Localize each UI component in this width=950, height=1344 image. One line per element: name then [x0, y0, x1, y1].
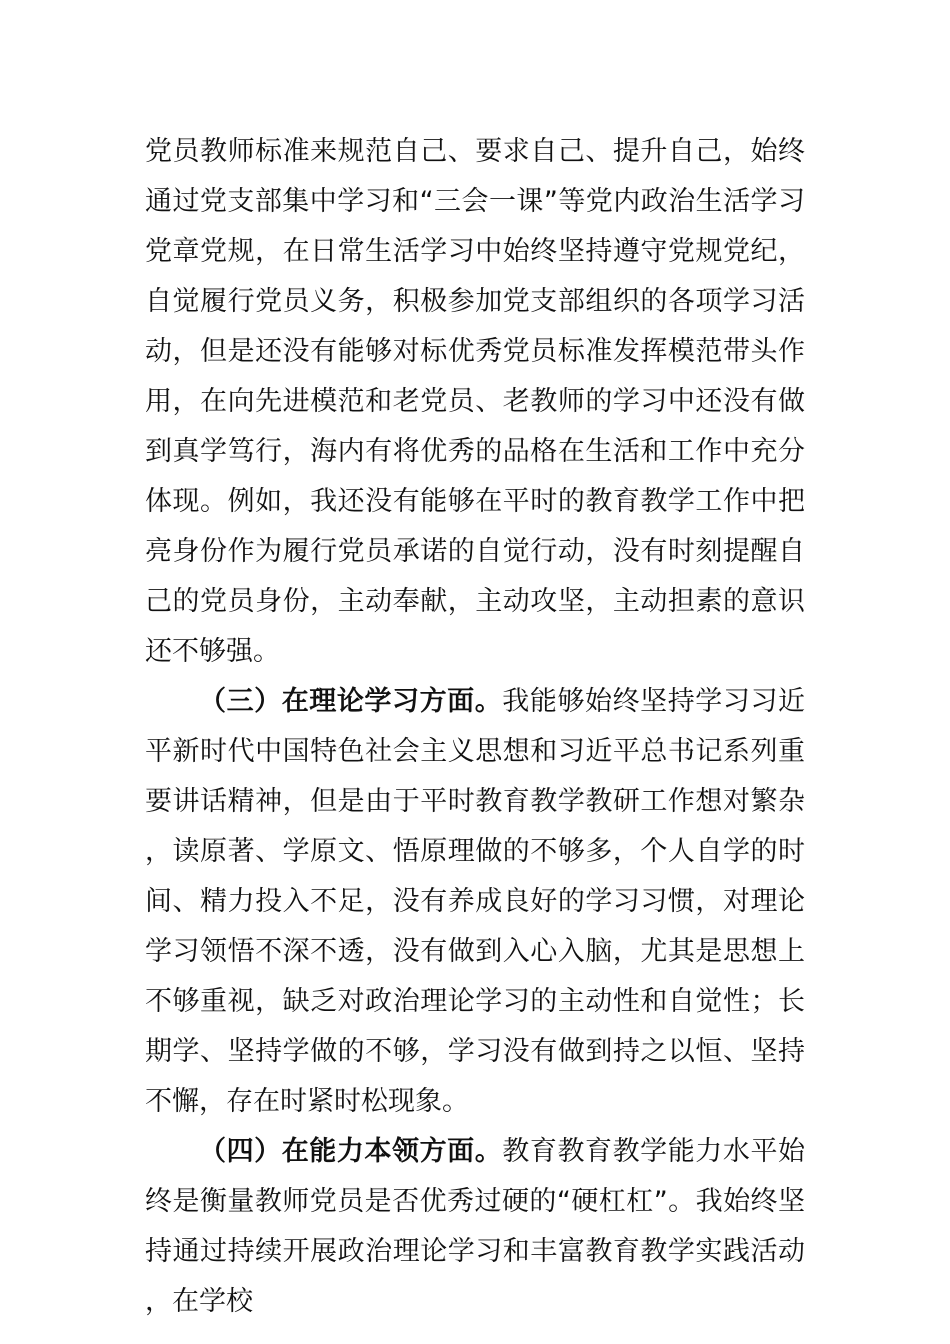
- document-body: [145, 127, 805, 1327]
- paragraph-theory-study: [145, 677, 805, 1127]
- paragraph-ability: [145, 1127, 805, 1327]
- paragraph-text: 党员教师标准来规范自己、要求自己、提升自己，始终通过党支部集中学习和“三会一课”等党内政治生活学习党章党规，在日常生活学习中始终坚持遵守党规党纪，自觉履行党员义务，积极参加党支部组织的各项学习活动，但是还没有能够对标优秀党员标准发挥模范带头作用，在向先进模范和老党员、老教师的学习中还没有做到真学笃行，海内有将优秀的品格在生活和工作中充分体现。例如，我还没有能够在平时的教育教学工作中把亮身份作为履行党员承诺的自觉行动，没有时刻提醒自己的党员身份，主动奉献，主动攻坚，主动担素的意识还不够强。: [145, 136, 805, 667]
- section-heading-theory-study: （三）在理论学习方面。: [199, 686, 503, 717]
- paragraph-continuation: [145, 127, 805, 677]
- paragraph-text: 我能够始终坚持学习习近平新时代中国特色社会主义思想和习近平总书记系列重要讲话精神，但是由于平时教育教学教研工作想对繁杂，读原著、学原文、悟原理做的不够多，个人自学的时间、精力投入不足，没有养成良好的学习习惯，对理论学习领悟不深不透，没有做到入心入脑，尤其是思想上不够重视，缺乏对政治理论学习的主动性和自觉性；长期学、坚持学做的不够，学习没有做到持之以恒、坚持不懈，存在时紧时松现象。: [145, 686, 806, 1117]
- section-heading-ability: （四）在能力本领方面。: [199, 1136, 503, 1167]
- paragraph-text: 教育教育教学能力水平始终是衡量教师党员是否优秀过硬的“硬杠杠”。我始终坚持通过持续开展政治理论学习和丰富教育教学实践活动，在学校: [145, 1136, 806, 1317]
